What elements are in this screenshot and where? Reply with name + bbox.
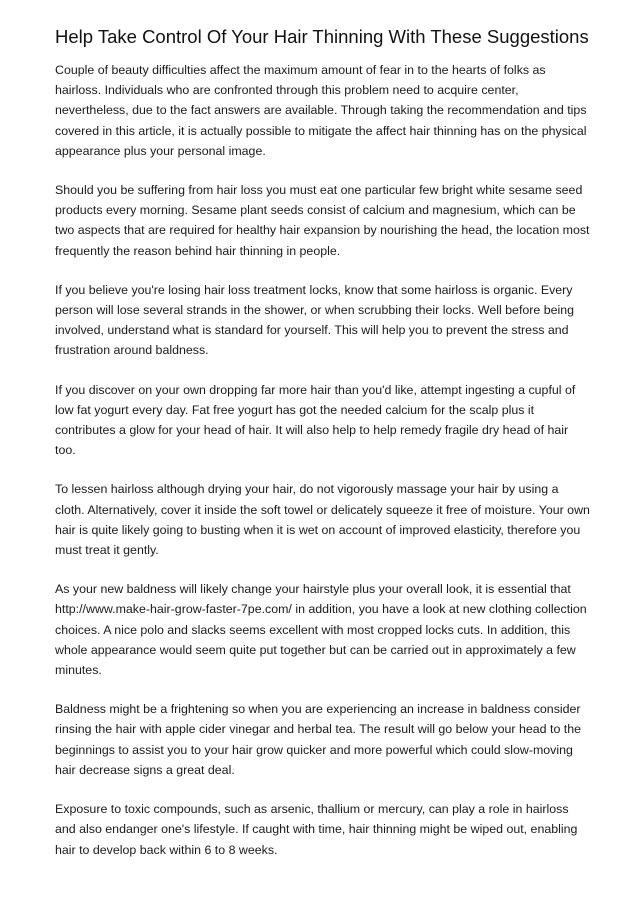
paragraph-4: If you discover on your own dropping far more hair than you'd like, attempt ingesting a cupful of low fat yogurt every day. Fat free yogurt has got the needed calcium for the scalp plus it contributes a glow for your head of hair. It will also help to help remedy fragile dry head of hair too. — [55, 382, 576, 458]
paragraph-5: To lessen hairloss although drying your hair, do not vigorously massage your hair by using a cloth. Alternatively, cover it inside the soft towel or delicately squeeze it free of moisture. Your own hair is quite likely going to busting when it is wet on account of improved elasticity, therefore you must treat it gently. — [55, 482, 590, 558]
article-title: Help Take Control Of Your Hair Thinning With These Suggestions — [55, 26, 589, 47]
paragraph-7: Baldness might be a frightening so when you are experiencing an increase in baldness consider rinsing the hair with apple cider vinegar and herbal tea. The result will go below your head to the beginnings to assist you to your hair grow quicker and more powerful which could slow-moving hair decrease signs a great deal. — [55, 702, 581, 777]
paragraph-1: Couple of beauty difficulties affect the maximum amount of fear in to the hearts of folks as hairloss. Individuals who are confronted through this problem need to acquire center, nevertheless, due to the fact answers are available. Through taking the recommendation and tips covered in this article, it is actually possible to mitigate the affect hair thinning has on the physical appearance plus your personal image. — [55, 63, 587, 158]
document-page — [55, 26, 591, 860]
paragraph-3: If you believe you're losing hair loss treatment locks, know that some hairloss is organic. Every person will lose several strands in the shower, or when scrubbing their locks. Well before being involved, understand what is standard for yourself. This will help you to prevent the stress and frustration around baldness. — [55, 282, 575, 358]
paragraph-8: Exposure to toxic compounds, such as arsenic, thallium or mercury, can play a role in hairloss and also endanger one's lifestyle. If caught with time, hair thinning might be wiped out, enabling hair to develop back within 6 to 8 weeks. — [55, 802, 578, 857]
paragraph-2: Should you be suffering from hair loss you must eat one particular few bright white sesame seed products every morning. Sesame plant seeds consist of calcium and magnesium, which can be two aspects that are required for healthy hair expansion by nourishing the head, the location most frequently the reason behind hair thinning in people. — [55, 183, 590, 258]
paragraph-6: As your new baldness will likely change your hairstyle plus your overall look, it is essential that http://www.make-hair-grow-faster-7pe.com/ in addition, you have a look at new clothing collection choices. A nice polo and slacks seems excellent with most cropped locks cuts. In addition, this whole appearance would seem quite put together but can be carried out in approximately a few minutes. — [55, 582, 587, 678]
